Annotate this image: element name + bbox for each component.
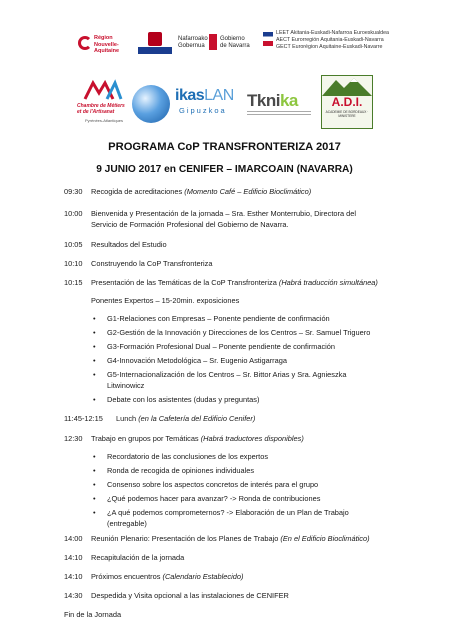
logo-prefix: Région	[94, 35, 113, 41]
cma-sub: Pyrénées-Atlantiques	[85, 118, 124, 123]
tknika-a: Tkni	[247, 91, 280, 110]
list-item: • G1-Relaciones con Empresas – Ponente pendiente de confirmación	[107, 313, 377, 324]
fin-jornada: Fin de la Jornada	[64, 610, 122, 619]
list-item: • ¿Qué podemos hacer para avanzar? -> Ronda de contribuciones	[107, 493, 377, 504]
aect-line: GECT Eurorégion Aquitaine-Euskadi-Navarre	[276, 44, 383, 50]
list-item: • G2-Gestión de la Innovación y Direcciones de los Centros – Sr. Samuel Triguero	[107, 327, 377, 338]
ponentes-heading: Ponentes Expertos – 15-20min. exposiciones	[91, 296, 240, 305]
agenda-time: 10:10	[64, 259, 83, 268]
agenda-item: Resultados del Estudio	[91, 240, 167, 249]
ikaslan-sub: Gipuzkoa	[179, 106, 227, 115]
agenda-time: 14:00	[64, 534, 83, 543]
agenda-time: 11:45-12:15	[64, 414, 103, 423]
cma-line: et de l'Artisanat	[77, 109, 115, 115]
agenda-item: Bienvenida y Presentación de la jornada – Sra. Esther Monterrubio, Directora del Servicio de Formación Profesional del Gobierno de Navarra.	[91, 209, 356, 229]
page-title: PROGRAMA CoP TRANSFRONTERIZA 2017	[108, 141, 341, 153]
aect-line: LEET Akitania-Euskadi-Nafarroa Euroeskualdea	[276, 30, 389, 36]
agenda-time: 09:30	[64, 187, 83, 196]
agenda-item: Próximos encuentros (Calendario Establecido)	[91, 572, 244, 581]
agenda-time: 14:10	[64, 572, 83, 581]
agenda-time: 10:15	[64, 278, 83, 287]
agenda-time: 10:00	[64, 209, 83, 218]
list-item: • Consenso sobre los aspectos concretos de interés para el grupo	[107, 479, 377, 490]
cma-line: Chambre de Métiers	[77, 103, 125, 109]
agenda-item: Construyendo la CoP Transfronteriza	[91, 259, 213, 268]
list-item: • Recordatorio de las conclusiones de los expertos	[107, 451, 377, 462]
ikaslan-a: ikas	[175, 87, 205, 104]
agenda-time: 14:30	[64, 591, 83, 600]
list-item: • Debate con los asistentes (dudas y preguntas)	[107, 394, 377, 405]
agenda-item: Presentación de las Temáticas de la CoP Transfronteriza (Habrá traducción simultánea)	[91, 278, 378, 287]
list-item: • G3-Formación Profesional Dual – Ponente pendiente de confirmación	[107, 341, 377, 352]
navarra-left-text: Nafarroako Gobernua	[178, 36, 208, 49]
adi-text: A.D.I.	[331, 95, 363, 109]
list-item: • G4-Innovación Metodológica – Sr. Eugenio Astigarraga	[107, 355, 377, 366]
page-subtitle: 9 JUNIO 2017 en CENIFER – IMARCOAIN (NAVARRA)	[96, 164, 353, 175]
tknika-b: ka	[279, 91, 298, 110]
adi-sub: ACADEMIE DE BORDEAUX · MINISTERE	[325, 110, 369, 118]
agenda-time: 12:30	[64, 434, 83, 443]
agenda-item: Lunch (en la Cafetería del Edificio Cenifer)	[116, 414, 256, 423]
aect-line: AECT Eurorregión Aquitania-Euskadi-Navarra	[276, 37, 384, 43]
list-item: • G5-Internacionalización de los Centros – Sr. Bittor Arias y Sra. Agnieszka Litwinowicz	[107, 369, 377, 391]
ikaslan-b: LAN	[204, 87, 234, 104]
list-item: • Ronda de recogida de opiniones individuales	[107, 465, 377, 476]
agenda-item: Trabajo en grupos por Temáticas (Habrá traductores disponibles)	[91, 434, 304, 443]
agenda-time: 10:05	[64, 240, 83, 249]
agenda-item: Recogida de acreditaciones (Momento Café – Edificio Bioclimático)	[91, 187, 312, 196]
agenda-item: Despedida y Visita opcional a las instalaciones de CENIFER	[91, 591, 289, 600]
list-item: • ¿A qué podemos comprometernos? -> Elaboración de un Plan de Trabajo (entregable)	[107, 507, 377, 529]
navarra-right-text: Gobierno de Navarra	[220, 36, 250, 49]
agenda-item: Recapitulación de la jornada	[91, 553, 185, 562]
agenda-time: 14:10	[64, 553, 83, 562]
agenda-item: Reunión Plenario: Presentación de los Planes de Trabajo (En el Edificio Bioclimático)	[91, 534, 370, 543]
logo-text: Nouvelle-Aquitaine	[94, 41, 120, 54]
